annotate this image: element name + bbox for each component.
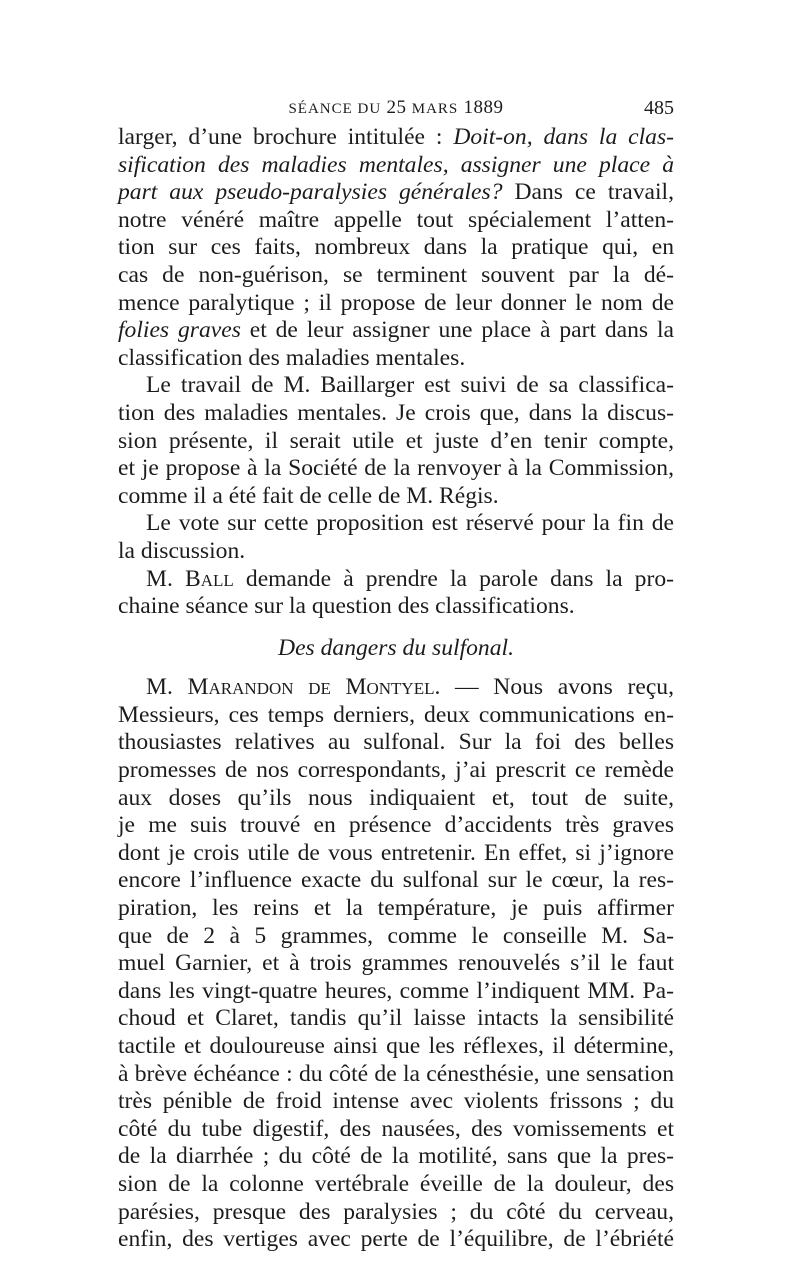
text-segment: larger, d’une brochure intitulée : — [118, 124, 454, 150]
speaker-name: Marandon de Montyel — [187, 674, 435, 701]
text-line — [118, 1033, 674, 1061]
text-segment: notre vénéré maître appelle tout spécialement l’atten- — [118, 206, 674, 233]
text-segment: aux doses qu’ils nous indiquaient et, tout de suite, — [118, 784, 674, 811]
text-segment: à brève échéance : du côté de la cénesthésie, une sensation — [118, 1060, 674, 1087]
text-line — [118, 566, 674, 594]
text-line — [118, 455, 674, 483]
text-segment: promesses de nos correspondants, j’ai prescrit ce remède — [118, 757, 674, 784]
text-segment: que de 2 à 5 grammes, comme le conseille M. Sa- — [118, 922, 674, 949]
text-line — [118, 978, 674, 1006]
text-segment: Le travail de M. Baillarger est suivi de sa classifica- — [146, 372, 674, 399]
text-line — [118, 428, 674, 456]
text-segment: piration, les reins et la température, je puis affirmer — [118, 895, 674, 922]
text-line — [118, 345, 674, 373]
text-segment: encore l’influence exacte du sulfonal sur le cœur, la res- — [118, 867, 674, 894]
text-segment: dans les vingt-quatre heures, comme l’indiquent MM. Pa- — [118, 977, 674, 1004]
text-segment: côté du tube digestif, des nausées, des vomissements et — [118, 1115, 674, 1142]
running-title-year: 1889 — [463, 97, 504, 118]
text-line — [118, 812, 674, 840]
text-line — [118, 1005, 674, 1033]
italic-text: Doit-on, dans la clas- — [453, 124, 674, 150]
text-line — [118, 538, 674, 566]
body-text — [118, 124, 674, 1254]
text-line — [118, 785, 674, 813]
text-segment: Le vote sur cette proposition est réservé pour la fin de — [146, 510, 674, 537]
speaker-name: Ball — [185, 565, 234, 592]
text-segment: cas de non-guérison, se terminent souvent par la dé- — [118, 261, 674, 288]
text-line — [118, 840, 674, 868]
text-line — [118, 207, 674, 235]
text-line — [118, 1088, 674, 1116]
text-line — [118, 400, 674, 428]
running-title — [118, 97, 674, 119]
text-line — [118, 674, 674, 702]
text-segment: sion de la colonne vertébrale éveille de la douleur, des — [118, 1170, 674, 1197]
text-segment: mence paralytique ; il propose de leur donner le nom de — [118, 289, 674, 316]
text-line — [118, 950, 674, 978]
text-segment: muel Garnier, et à trois grammes renouvelés s’il le faut — [118, 950, 674, 977]
text-segment: la discussion. — [118, 537, 246, 564]
text-segment: tactile et douloureuse ainsi que les réflexes, il détermine, — [118, 1033, 674, 1059]
text-line — [118, 895, 674, 923]
text-segment: enfin, des vertiges avec perte de l’équilibre, de l’ébriété — [118, 1226, 674, 1253]
text-line — [118, 702, 674, 730]
text-segment: classification des maladies mentales. — [118, 344, 466, 371]
text-segment: thousiastes relatives au sulfonal. Sur la foi des belles — [118, 729, 674, 756]
text-segment: de la diarrhée ; du côté de la motilité, sans que la pres- — [118, 1143, 674, 1170]
text-line — [118, 152, 674, 180]
text-line — [118, 372, 674, 400]
text-segment: . — Nous avons reçu, — [434, 674, 674, 701]
text-line — [118, 1116, 674, 1144]
running-head — [118, 97, 674, 127]
text-line — [118, 124, 674, 152]
text-segment: Dans ce travail, — [502, 179, 674, 206]
italic-text: folies graves — [118, 317, 241, 344]
text-line — [118, 317, 674, 345]
running-title-date: 25 — [386, 97, 407, 118]
italic-text: part aux pseudo-paralysies générales? — [118, 179, 503, 206]
text-segment: tion des maladies mentales. Je crois que, dans la discus- — [118, 399, 674, 426]
text-line — [118, 593, 674, 621]
text-line — [118, 729, 674, 757]
text-segment: et je propose à la Société de la renvoyer à la Commission, — [118, 455, 674, 482]
text-segment: très pénible de froid intense avec violents frissons ; du — [118, 1088, 674, 1115]
text-line — [118, 923, 674, 951]
text-segment: M. — [146, 674, 188, 701]
text-segment: M. — [146, 565, 185, 592]
text-line — [118, 1061, 674, 1089]
text-segment: comme il a été fait de celle de M. Régis. — [118, 482, 499, 509]
text-line — [118, 179, 674, 207]
italic-text: sification des maladies mentales, assigner une place à — [118, 151, 674, 178]
text-segment: demande à prendre la parole dans la pro- — [233, 565, 674, 592]
text-line — [118, 1226, 674, 1254]
text-line — [118, 757, 674, 785]
text-line — [118, 1171, 674, 1199]
text-segment: sion présente, il serait utile et juste d’en tenir compte, — [118, 427, 674, 454]
running-title-month: MARS — [411, 101, 459, 117]
text-segment: je me suis trouvé en présence d’accidents très graves — [118, 812, 674, 839]
text-line — [118, 483, 674, 511]
text-line — [118, 290, 674, 318]
text-segment: choud et Claret, tandis qu’il laisse intacts la sensibilité — [118, 1005, 674, 1032]
text-segment: tion sur ces faits, nombreux dans la pratique qui, en — [118, 234, 674, 261]
text-segment: parésies, presque des paralysies ; du côté du cerveau, — [118, 1198, 674, 1225]
page-number: 485 — [644, 97, 674, 119]
section-heading: Des dangers du sulfonal. — [278, 634, 514, 661]
text-line — [118, 867, 674, 895]
text-line — [118, 510, 674, 538]
running-title-prefix: SÉANCE DU — [288, 101, 382, 117]
text-segment: chaine séance sur la question des classifications. — [118, 593, 575, 620]
text-line — [118, 262, 674, 290]
text-segment: dont je crois utile de vous entretenir. En effet, si j’ignore — [118, 839, 674, 866]
text-line — [118, 1143, 674, 1171]
text-segment: et de leur assigner une place à part dans la — [240, 317, 674, 344]
text-line — [118, 1199, 674, 1227]
text-line — [118, 234, 674, 262]
text-segment: Messieurs, ces temps derniers, deux communications en- — [118, 701, 674, 728]
